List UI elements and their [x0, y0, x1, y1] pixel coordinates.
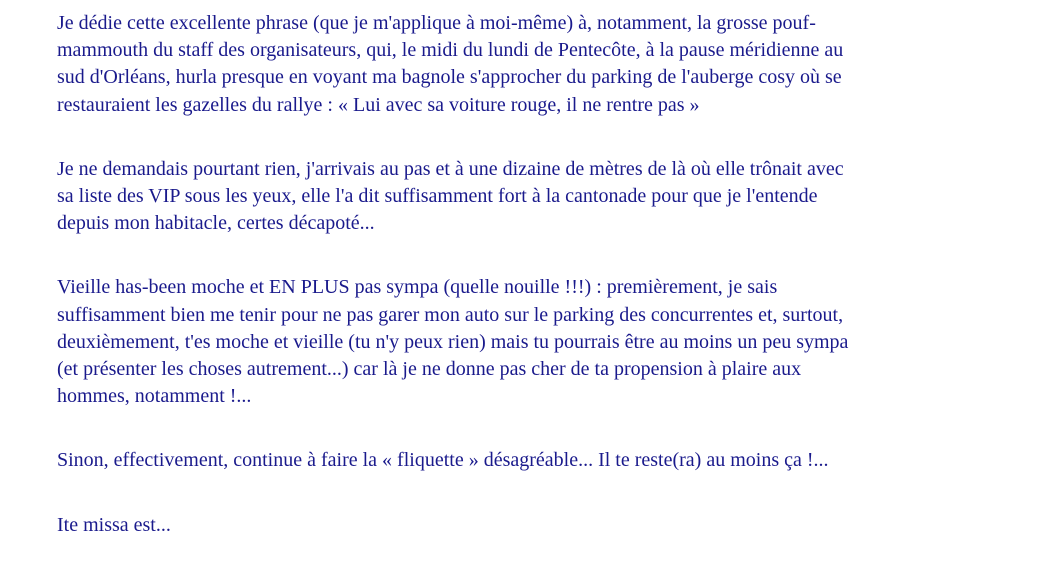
- paragraph-4: [57, 447, 1017, 474]
- paragraph-line: mammouth du staff des organisateurs, qui, le midi du lundi de Pentecôte, à la pause méridienne au: [57, 39, 844, 62]
- paragraph-line: suffisamment bien me tenir pour ne pas garer mon auto sur le parking des concurrentes et, surtout,: [57, 303, 844, 326]
- paragraph-line: sud d'Orléans, hurla presque en voyant ma bagnole s'approcher du parking de l'auberge cosy où se: [57, 66, 842, 89]
- paragraph-line: Vieille has-been moche et EN PLUS pas sympa (quelle nouille !!!) : premièrement, je sais: [57, 276, 778, 299]
- paragraph-line: (et présenter les choses autrement...) car là je ne donne pas cher de ta propension à plaire aux: [57, 358, 802, 381]
- document-body: [57, 10, 1017, 576]
- paragraph-line: restauraient les gazelles du rallye : « Lui avec sa voiture rouge, il ne rentre pas »: [57, 93, 700, 116]
- paragraph-line: sa liste des VIP sous les yeux, elle l'a dit suffisamment fort à la cantonade pour que je l'entende: [57, 185, 818, 208]
- paragraph-line: Je dédie cette excellente phrase (que je m'applique à moi-même) à, notamment, la grosse pouf-: [57, 12, 816, 34]
- paragraph-2: [57, 156, 1017, 238]
- paragraph-line: Ite missa est...: [57, 513, 171, 536]
- paragraph-line: Sinon, effectivement, continue à faire la « fliquette » désagréable... Il te reste(ra) au moins ça !...: [57, 449, 829, 472]
- paragraph-line: deuxièmement, t'es moche et vieille (tu n'y peux rien) mais tu pourrais être au moins un peu sympa: [57, 330, 849, 353]
- paragraph-line: depuis mon habitacle, certes décapoté...: [57, 212, 375, 235]
- paragraph-1: [57, 10, 1017, 119]
- paragraph-line: hommes, notamment !...: [57, 385, 252, 408]
- paragraph-line: Je ne demandais pourtant rien, j'arrivais au pas et à une dizaine de mètres de là où elle trônait avec: [57, 157, 844, 180]
- paragraph-5: [57, 512, 1017, 539]
- paragraph-3: [57, 274, 1017, 410]
